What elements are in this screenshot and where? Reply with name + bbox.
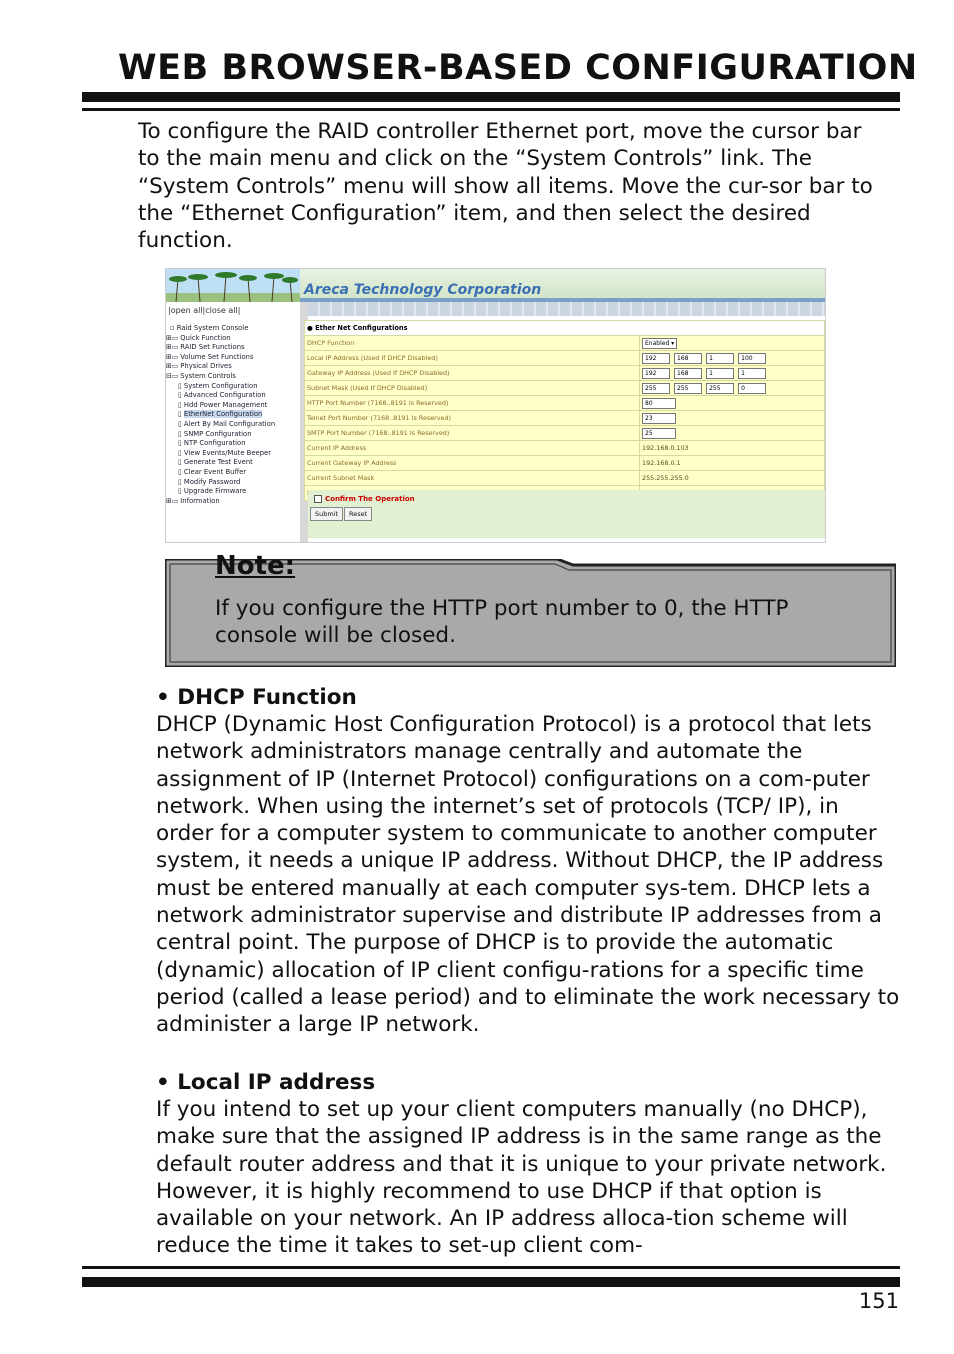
tree-item[interactable]: ⊞▭ Information bbox=[166, 496, 220, 505]
ethernet-config-table bbox=[304, 320, 825, 501]
subnet-octet-2[interactable]: 255 bbox=[674, 383, 702, 394]
subnet-octet-4[interactable]: 0 bbox=[738, 383, 766, 394]
tree-item[interactable]: ▯ Advanced Configuration bbox=[178, 391, 266, 400]
table-row: DHCP Function Enabled ▾ bbox=[305, 336, 825, 351]
dhcp-paragraph: DHCP (Dynamic Host Configuration Protocol) is a protocol that lets network administrators manage centrally and automate the assignment of IP (Internet Protocol) configurations on a com-puter network. When using the internet’s set of protocols (TCP/ IP), in order for a computer system to communicate to another computer system, it needs a unique IP address. Without DHCP, the IP address must be entered manually at each computer sys-tem. DHCP lets a network administrator supervise and distribute IP addresses from a central point. The purpose of DHCP is to provide the automatic (dynamic) allocation of IP client configu-rations for a specific time period (called a lease period) and to eliminate the work necessary to administer a large IP network. bbox=[156, 712, 900, 1038]
tree-item[interactable]: ▯ Clear Event Buffer bbox=[178, 467, 247, 476]
tree-item[interactable]: ▯ NTP Configuration bbox=[178, 439, 246, 448]
footer-rule-thick bbox=[82, 1277, 900, 1287]
local-ip-octet-2[interactable]: 168 bbox=[674, 353, 702, 364]
tree-item[interactable]: ▯ System Configuration bbox=[178, 381, 258, 390]
submit-button[interactable]: Submit bbox=[310, 507, 343, 521]
reset-button[interactable]: Reset bbox=[344, 507, 372, 521]
embedded-screenshot bbox=[165, 268, 826, 543]
local-ip-paragraph: If you intend to set up your client computers manually (no DHCP), make sure that the assigned IP address is in the same range as the default router address and that it is unique to your private network. However, it is highly recommend to use DHCP if that option is available on your network. An IP address alloca-tion scheme will reduce the time it takes to set-up client com- bbox=[156, 1097, 887, 1259]
tree-item[interactable]: ▯ Hdd Power Management bbox=[178, 400, 268, 409]
dhcp-select[interactable]: Enabled ▾ bbox=[642, 338, 677, 349]
telnet-port-input[interactable]: 23 bbox=[642, 413, 676, 424]
intro-paragraph: To configure the RAID controller Ethernet port, move the cursor bar to the main menu and click on the “System Controls” link. The “System Controls” menu will show all items. Move the cur-sor bar to the “Ethernet Configuration” item, and then select the desired function. bbox=[138, 119, 873, 254]
open-close-all-link[interactable]: |open all|close all| bbox=[168, 306, 241, 315]
note-text: If you configure the HTTP port number to 0, the HTTP console will be closed. bbox=[215, 596, 789, 649]
screenshot-sidebar bbox=[166, 302, 301, 542]
gateway-octet-2[interactable]: 168 bbox=[674, 368, 702, 379]
title-rule-thick bbox=[82, 92, 900, 102]
table-row: Local IP Address (Used If DHCP Disabled) 192 168 1 100 bbox=[305, 351, 825, 366]
tree-item[interactable]: ⊞▭ Physical Drives bbox=[166, 362, 232, 371]
tree-item[interactable]: ▯ View Events/Mute Beeper bbox=[178, 448, 271, 457]
subnet-octet-3[interactable]: 255 bbox=[706, 383, 734, 394]
main-top-bar bbox=[308, 302, 825, 316]
gateway-octet-1[interactable]: 192 bbox=[642, 368, 670, 379]
table-row: Current IP Address 192.168.0.103 bbox=[305, 441, 825, 456]
tree-item[interactable]: ▯ SNMP Configuration bbox=[178, 429, 252, 438]
footer-rule-thin bbox=[82, 1266, 900, 1269]
http-port-input[interactable]: 80 bbox=[642, 398, 676, 409]
tree-item[interactable]: ▯ Modify Password bbox=[178, 477, 241, 486]
gateway-octet-3[interactable]: 1 bbox=[706, 368, 734, 379]
tree-item[interactable]: ▯ Generate Test Event bbox=[178, 458, 253, 467]
confirm-area bbox=[308, 490, 825, 538]
tree-item[interactable]: ⊞▭ RAID Set Functions bbox=[166, 343, 245, 352]
local-ip-octet-1[interactable]: 192 bbox=[642, 353, 670, 364]
local-ip-octet-4[interactable]: 100 bbox=[738, 353, 766, 364]
tree-item[interactable]: ⊞▭ Volume Set Functions bbox=[166, 352, 254, 361]
tree-item-selected[interactable]: ▯ EtherNet Configuration bbox=[178, 410, 263, 419]
tree-item[interactable]: ▯ Upgrade Firmware bbox=[178, 487, 247, 496]
page-number: 151 bbox=[858, 1289, 899, 1313]
tree-item[interactable]: ▯ Alert By Mail Configuration bbox=[178, 419, 276, 428]
table-row: Gateway IP Address (Used If DHCP Disabled) 192 168 1 1 bbox=[305, 366, 825, 381]
table-row: Current Gateway IP Address 192.168.0.1 bbox=[305, 456, 825, 471]
tree-item[interactable]: ⊞▭ Quick Function bbox=[166, 333, 231, 342]
local-ip-octet-3[interactable]: 1 bbox=[706, 353, 734, 364]
brand-name: Areca Technology Corporation bbox=[304, 282, 542, 298]
confirm-operation[interactable]: Confirm The Operation bbox=[314, 495, 415, 503]
table-row: SMTP Port Number (7168..8191 Is Reserved) 25 bbox=[305, 426, 825, 441]
table-row: Subnet Mask (Used If DHCP Disabled) 255 255 255 0 bbox=[305, 381, 825, 396]
title-rule-thin bbox=[82, 108, 900, 111]
gateway-octet-4[interactable]: 1 bbox=[738, 368, 766, 379]
screenshot-header bbox=[166, 269, 825, 302]
table-caption: ● Ether Net Configurations bbox=[305, 321, 825, 336]
page-title: WEB BROWSER-BASED CONFIGURATION bbox=[118, 48, 918, 88]
smtp-port-input[interactable]: 25 bbox=[642, 428, 676, 439]
table-row: HTTP Port Number (7168..8191 Is Reserved) 80 bbox=[305, 396, 825, 411]
dhcp-heading: • DHCP Function bbox=[156, 685, 357, 710]
palm-trees-banner-icon bbox=[166, 269, 300, 302]
screenshot-main bbox=[308, 302, 825, 542]
table-row: Telnet Port Number (7168..8191 Is Reserved) 23 bbox=[305, 411, 825, 426]
confirm-checkbox[interactable] bbox=[314, 495, 322, 503]
subnet-octet-1[interactable]: 255 bbox=[642, 383, 670, 394]
tree-item[interactable]: ⊟▭ System Controls bbox=[166, 371, 236, 380]
table-row: Current Subnet Mask 255.255.255.0 bbox=[305, 471, 825, 486]
local-ip-heading: • Local IP address bbox=[156, 1070, 376, 1095]
note-title: Note: bbox=[215, 551, 296, 581]
tree-item[interactable]: ▫ Raid System Console bbox=[170, 324, 249, 332]
menu-tree bbox=[166, 324, 275, 506]
